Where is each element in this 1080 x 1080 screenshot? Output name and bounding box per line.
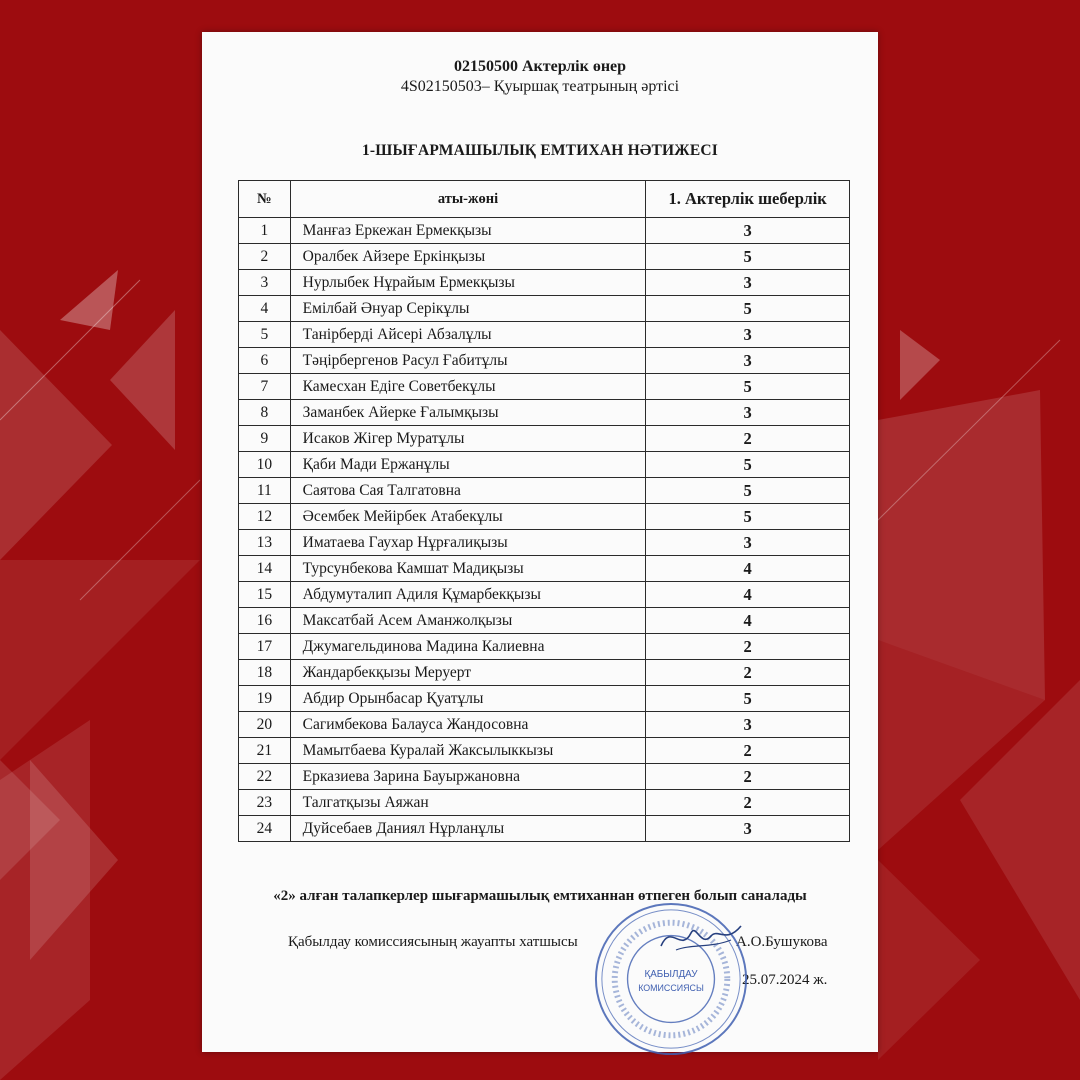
table-row xyxy=(239,764,850,790)
specialty-line: 4S02150503– Қуыршақ театрының әртісі xyxy=(400,78,680,95)
row-score: 4 xyxy=(646,608,850,634)
table-row xyxy=(239,348,850,374)
row-name: Камесхан Едіге Советбекұлы xyxy=(290,374,646,400)
table-row xyxy=(239,322,850,348)
row-name: Абдумуталип Адиля Құмарбекқызы xyxy=(290,582,646,608)
row-name: Абдир Орынбасар Қуатұлы xyxy=(290,686,646,712)
row-score: 3 xyxy=(646,348,850,374)
row-score: 3 xyxy=(646,322,850,348)
row-score: 4 xyxy=(646,556,850,582)
row-number: 2 xyxy=(239,244,291,270)
table-row xyxy=(239,738,850,764)
row-score: 3 xyxy=(646,270,850,296)
row-name: Максатбай Асем Аманжолқызы xyxy=(290,608,646,634)
row-score: 5 xyxy=(646,478,850,504)
row-score: 5 xyxy=(646,244,850,270)
row-number: 14 xyxy=(239,556,291,582)
results-table-body xyxy=(239,218,850,842)
row-score: 2 xyxy=(646,790,850,816)
row-name: Джумагельдинова Мадина Калиевна xyxy=(290,634,646,660)
results-table xyxy=(238,180,850,842)
row-name: Нурлыбек Нұрайым Ермекқызы xyxy=(290,270,646,296)
table-row xyxy=(239,270,850,296)
row-name: Тәңірбергенов Расул Ғабитұлы xyxy=(290,348,646,374)
row-name: Жандарбекқызы Меруерт xyxy=(290,660,646,686)
row-name: Танірберді Айсері Абзалұлы xyxy=(290,322,646,348)
table-row xyxy=(239,218,850,244)
table-row xyxy=(239,608,850,634)
table-row xyxy=(239,686,850,712)
row-number: 24 xyxy=(239,816,291,842)
row-score: 2 xyxy=(646,738,850,764)
row-name: Дуйсебаев Даниял Нұрланұлы xyxy=(290,816,646,842)
table-row xyxy=(239,660,850,686)
row-number: 8 xyxy=(239,400,291,426)
row-score: 5 xyxy=(646,686,850,712)
row-number: 4 xyxy=(239,296,291,322)
row-number: 9 xyxy=(239,426,291,452)
signature-mark xyxy=(656,918,746,958)
table-row xyxy=(239,426,850,452)
table-header-row xyxy=(239,181,850,218)
row-number: 5 xyxy=(239,322,291,348)
row-number: 18 xyxy=(239,660,291,686)
secretary-name: А.О.Бушукова xyxy=(736,934,828,950)
row-score: 5 xyxy=(646,452,850,478)
table-row xyxy=(239,374,850,400)
row-score: 5 xyxy=(646,504,850,530)
row-number: 10 xyxy=(239,452,291,478)
column-header-name: аты-жөні xyxy=(290,181,646,218)
row-number: 15 xyxy=(239,582,291,608)
table-row xyxy=(239,582,850,608)
table-row xyxy=(239,816,850,842)
row-name: Турсунбекова Камшат Мадиқызы xyxy=(290,556,646,582)
row-score: 5 xyxy=(646,374,850,400)
row-name: Әсембек Мейірбек Атабекұлы xyxy=(290,504,646,530)
row-score: 2 xyxy=(646,426,850,452)
row-number: 19 xyxy=(239,686,291,712)
table-row xyxy=(239,504,850,530)
row-number: 6 xyxy=(239,348,291,374)
row-number: 12 xyxy=(239,504,291,530)
row-score: 2 xyxy=(646,634,850,660)
row-name: Саятова Сая Талгатовна xyxy=(290,478,646,504)
row-number: 21 xyxy=(239,738,291,764)
table-row xyxy=(239,712,850,738)
row-name: Ерказиева Зарина Бауыржановна xyxy=(290,764,646,790)
row-score: 2 xyxy=(646,660,850,686)
document-date: 25.07.2024 ж. xyxy=(742,972,828,988)
row-number: 23 xyxy=(239,790,291,816)
table-row xyxy=(239,244,850,270)
column-header-number: № xyxy=(239,181,291,218)
row-name: Исаков Жігер Муратұлы xyxy=(290,426,646,452)
secretary-label: Қабылдау комиссиясының жауапты хатшысы xyxy=(288,934,578,950)
failing-grade-note: «2» алған талапкерлер шығармашылық емтиханнан өтпеген болып саналады xyxy=(273,888,807,904)
row-name: Оралбек Айзере Еркінқызы xyxy=(290,244,646,270)
row-number: 1 xyxy=(239,218,291,244)
row-number: 20 xyxy=(239,712,291,738)
row-score: 3 xyxy=(646,712,850,738)
row-number: 22 xyxy=(239,764,291,790)
row-name: Емілбай Әнуар Серікұлы xyxy=(290,296,646,322)
table-row xyxy=(239,400,850,426)
row-number: 13 xyxy=(239,530,291,556)
row-score: 2 xyxy=(646,764,850,790)
stamp-text-line1: ҚАБЫЛДАУ xyxy=(644,969,698,981)
row-name: Мамытбаева Куралай Жаксылыккызы xyxy=(290,738,646,764)
row-name: Заманбек Айерке Ғалымқызы xyxy=(290,400,646,426)
row-score: 5 xyxy=(646,296,850,322)
column-header-score: 1. Актерлік шеберлік xyxy=(646,181,850,218)
program-code: 02150500 Актерлік өнер xyxy=(453,58,627,75)
table-row xyxy=(239,790,850,816)
table-row xyxy=(239,634,850,660)
row-number: 17 xyxy=(239,634,291,660)
document-title: 1-ШЫҒАРМАШЫЛЫҚ ЕМТИХАН НӘТИЖЕСІ xyxy=(361,142,718,159)
row-number: 3 xyxy=(239,270,291,296)
row-score: 4 xyxy=(646,582,850,608)
row-score: 3 xyxy=(646,816,850,842)
row-number: 16 xyxy=(239,608,291,634)
row-name: Талгатқызы Аяжан xyxy=(290,790,646,816)
table-row xyxy=(239,530,850,556)
table-row xyxy=(239,556,850,582)
table-row xyxy=(239,452,850,478)
stamp-text-line2: КОМИССИЯСЫ xyxy=(638,982,704,993)
row-name: Қаби Мади Ержанұлы xyxy=(290,452,646,478)
row-name: Манғаз Еркежан Ермекқызы xyxy=(290,218,646,244)
row-score: 3 xyxy=(646,218,850,244)
table-row xyxy=(239,478,850,504)
table-row xyxy=(239,296,850,322)
row-score: 3 xyxy=(646,530,850,556)
row-number: 7 xyxy=(239,374,291,400)
row-score: 3 xyxy=(646,400,850,426)
row-number: 11 xyxy=(239,478,291,504)
row-name: Сагимбекова Балауса Жандосовна xyxy=(290,712,646,738)
document-page xyxy=(202,32,878,1052)
row-name: Иматаева Гаухар Нұрғалиқызы xyxy=(290,530,646,556)
